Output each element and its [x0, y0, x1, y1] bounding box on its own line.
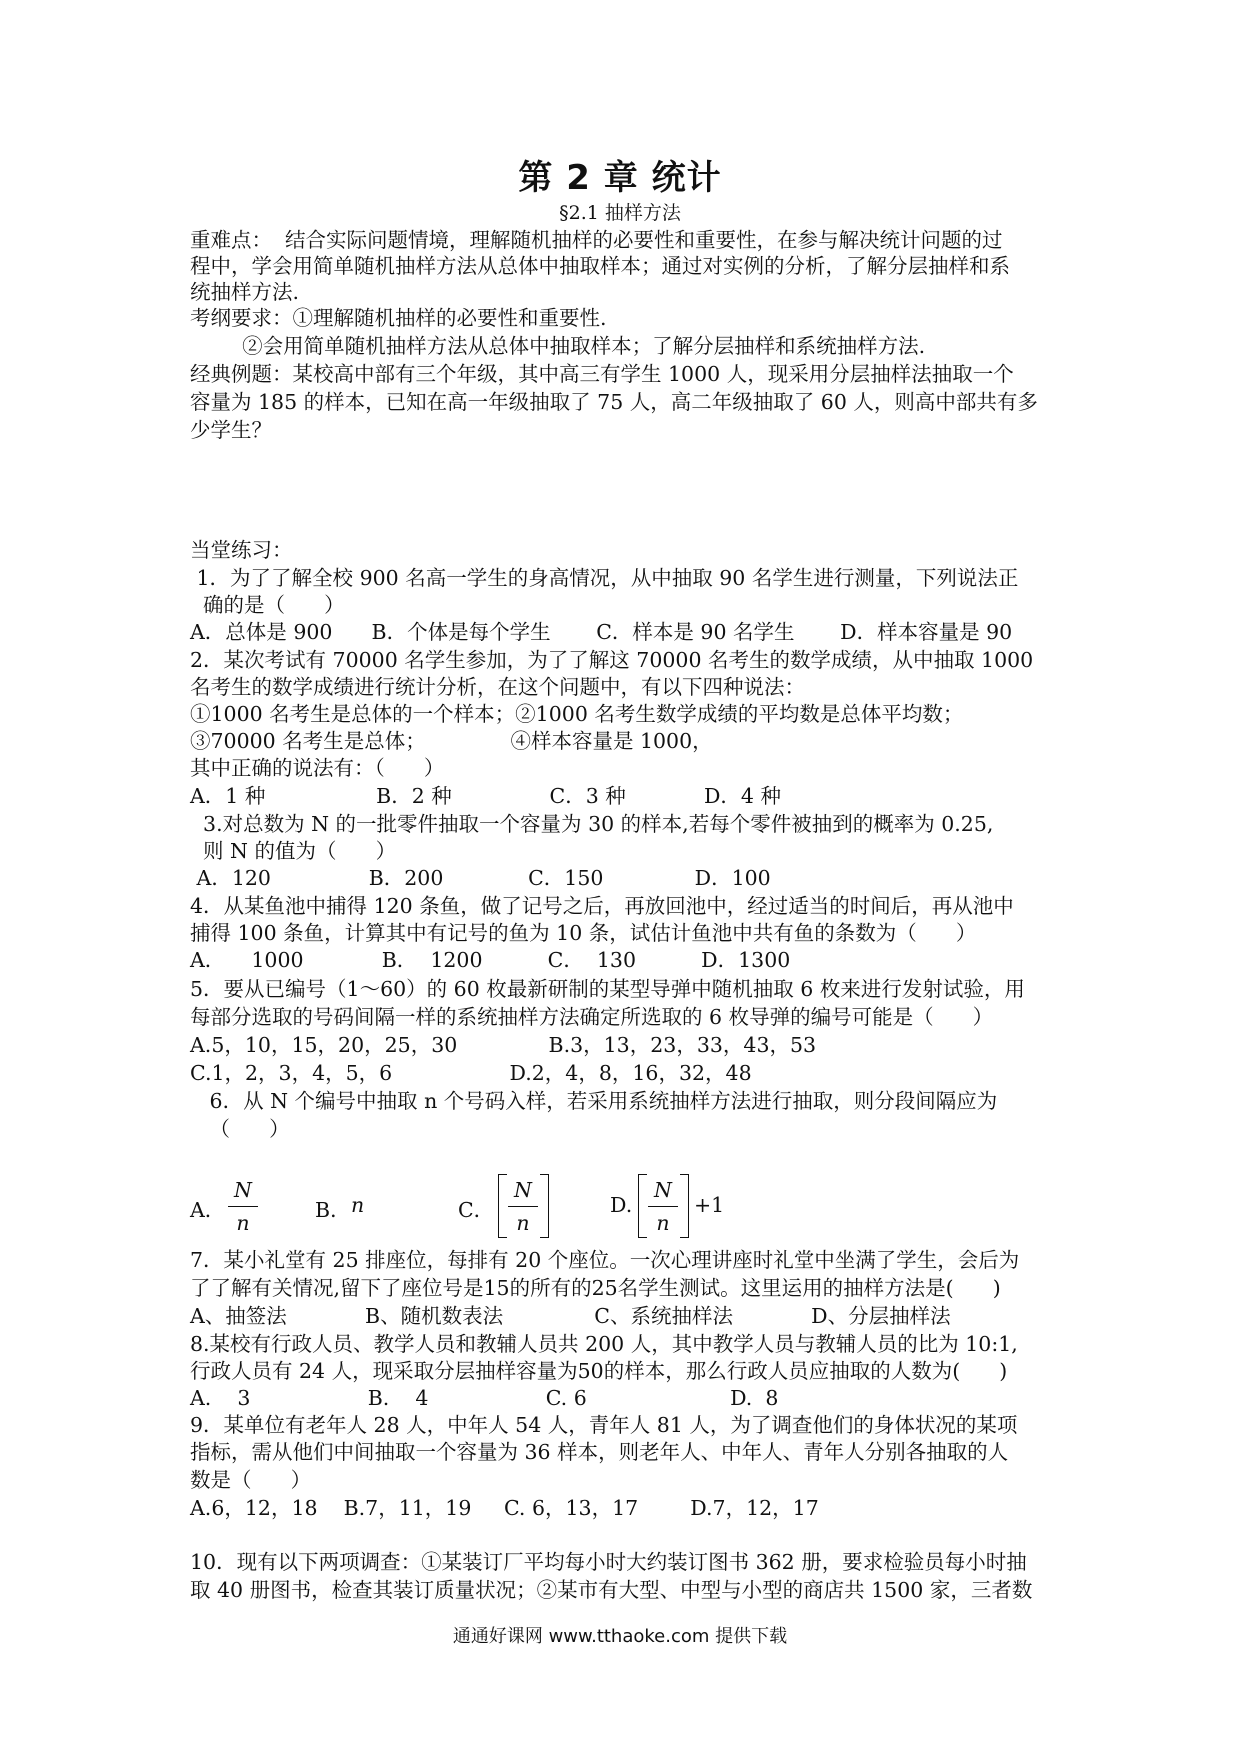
text-line: 捕得 100 条鱼，计算其中有记号的鱼为 10 条，试估计鱼池中共有鱼的条数为（ ）	[190, 921, 977, 945]
text-line: 每部分选取的号码间隔一样的系统抽样方法确定所选取的 6 枚导弹的编号可能是（ ）	[190, 1005, 994, 1029]
question-5: 5．要从已编号（1～60）的 60 枚最新研制的某型导弹中随机抽取 6 枚来进行发射试验，用	[190, 977, 1025, 1001]
question-3: 3.对总数为 N 的一批零件抽取一个容量为 30 的样本,若每个零件被抽到的概率为 0.25,	[190, 812, 994, 836]
text-line: 程中，学会用简单随机抽样方法从总体中抽取样本；通过对实例的分析，了解分层抽样和系	[190, 254, 1010, 278]
options-line: A．总体是 900 B．个体是每个学生 C．样本是 90 名学生 D．样本容量是 90	[190, 620, 1013, 644]
question-10: 10．现有以下两项调查：①某装订厂平均每小时大约装订图书 362 册，要求检验员每小时抽	[190, 1550, 1027, 1574]
options-line: A.6，12，18 B.7，11，19 C. 6，13，17 D.7，12，17	[190, 1496, 819, 1520]
text-line: 行政人员有 24 人，现采取分层抽样容量为50的样本，那么行政人员应抽取的人数为( )	[190, 1359, 1008, 1383]
options-line: A.5，10，15，20，25，30 B.3，13，23，33，43，53	[190, 1033, 817, 1057]
bracket-left	[498, 1174, 507, 1238]
bracket-right	[540, 1174, 549, 1238]
question-7: 7．某小礼堂有 25 排座位，每排有 20 个座位。一次心理讲座时礼堂中坐满了学生，会后为	[190, 1248, 1020, 1272]
options-line: A．120 B．200 C．150 D．100	[190, 866, 771, 890]
text-line: 当堂练习：	[190, 538, 293, 562]
question-9: 9．某单位有老年人 28 人，中年人 54 人，青年人 81 人，为了调查他们的身体状况的某项	[190, 1413, 1018, 1437]
text-line: 数是（ ）	[190, 1468, 312, 1492]
text-line: （ ）	[190, 1117, 290, 1141]
text-line: 容量为 185 的样本，已知在高一年级抽取了 75 人，高二年级抽取了 60 人，则高中部共有多	[190, 390, 1038, 414]
text-line: 指标，需从他们中间抽取一个容量为 36 样本，则老年人、中年人、青年人分别各抽取的人	[190, 1440, 1009, 1464]
options-line: A．1 种 B．2 种 C．3 种 D．4 种	[190, 784, 781, 808]
text-line: 其中正确的说法有：（ ）	[190, 756, 445, 780]
bracket-left	[638, 1174, 647, 1238]
text-line: ②会用简单随机抽样方法从总体中抽取样本；了解分层抽样和系统抽样方法.	[190, 334, 926, 358]
text-line: 则 N 的值为（ ）	[190, 839, 397, 863]
fraction-n-over-n: N n	[508, 1176, 538, 1237]
text-line: 取 40 册图书，检查其装订质量状况；②某市有大型、中型与小型的商店共 1500 家，三者数	[190, 1578, 1033, 1602]
options-line: A． 1000 B． 1200 C． 130 D．1300	[190, 948, 791, 972]
text-line: 统抽样方法.	[190, 280, 300, 304]
question-8: 8.某校有行政人员、教学人员和教辅人员共 200 人，其中教学人员与教辅人员的比为 10:1,	[190, 1332, 1018, 1356]
text-line: 考纲要求：①理解随机抽样的必要性和重要性.	[190, 306, 607, 330]
document-page: 第 2 章 统计 §2.1 抽样方法 重难点： 结合实际问题情境，理解随机抽样的必要性和重要性，在参与解决统计问题的过 程中，学会用简单随机抽样方法从总体中抽取样本；通过对实例的分析，了解分层抽样和系 统抽样方法. 考纲要求：①理解随机抽样的必要性和重要性. ②会用简单随机抽样方法从总体中抽取样本；了解分层抽样和系统抽样方法. 经典例题：某校高中部有三个年级，其中高三有学生 1000 人，现采用分层抽样法抽取一个 容量为 185 的样本，已知在高一年级抽取了 75 人，高二年级抽取了 60 人，则高中部共有多 少学生？ 当堂练习： 1．为了了解全校 900 名高一学生的身高情况，从中抽取 90 名学生进行测量，下列说法正 确的是（ ） A．总体是 900 B．个体是每个学生 C．样本是 90 名学生 D．样本容量是 90 2．某次考试有 70000 名学生参加，为了了解这 70000 名考生的数学成绩，从中抽取 1000 名考生的数学成绩进行统计分析，在这个问题中，有以下四种说法： ①1000 名考生是总体的一个样本；②1000 名考生数学成绩的平均数是总体平均数； ③70000 名考生是总体； ④样本容量是 1000， 其中正确的说法有：（ ） A．1 种 B．2 种 C．3 种 D．4 种 3.对总数为 N 的一批零件抽取一个容量为 30 的样本,若每个零件被抽到的概率为 0.25, 则 N 的值为（ ） A．120 B．200 C．150 D．100 4．从某鱼池中捕得 120 条鱼，做了记号之后，再放回池中，经过适当的时间后，再从池中 捕得 100 条鱼，计算其中有记号的鱼为 10 条，试估计鱼池中共有鱼的条数为（ ） A． 1000 B． 1200 C． 130 D．1300 5．要从已编号（1～60）的 60 枚最新研制的某型导弹中随机抽取 6 枚来进行发射试验，用 每部分选取的号码间隔一样的系统抽样方法确定所选取的 6 枚导弹的编号可能是（ ） A.5，10，15，20，25，30 B.3，13，23，33，43，53 C.1，2，3，4，5，6 D.2，4，8，16，32，48 6．从 N 个编号中抽取 n 个号码入样，若采用系统抽样方法进行抽取，则分段间隔应为 （ ） A． N n B． n C． N n D. N n +1 7．某小礼堂有 25 排座位，每排有 20 个座位。一次心理讲座时礼堂中坐满了学生，会后为 了了解有关情况,留下了座位号是15的所有的25名学生测试。这里运用的抽样方法是( ) A、抽签法 B、随机数表法 C、系统抽样法 D、分层抽样法 8.某校有行政人员、教学人员和教辅人员共 200 人，其中教学人员与教辅人员的比为 10:1, 行政人员有 24 人，现采取分层抽样容量为50的样本，那么行政人员应抽取的人数为( ) A. 3 B. 4 C. 6 D. 8 9．某单位有老年人 28 人，中年人 54 人，青年人 81 人，为了调查他们的身体状况的某项 指标，需从他们中间抽取一个容量为 36 样本，则老年人、中年人、青年人分别各抽取的人 数是（ ） A.6，12，18 B.7，11，19 C. 6，13，17 D.7，12，17 10．现有以下两项调查：①某装订厂平均每小时大约装订图书 362 册，要求检验员每小时抽 取 40 册图书，检查其装订质量状况；②某市有大型、中型与小型的商店共 1500 家，三者数 通通好课网 www.tthaoke.com 提供下载	[0, 0, 1240, 1754]
footer-credit: 通通好课网 www.tthaoke.com 提供下载	[452, 1626, 788, 1647]
text-line: 少学生？	[190, 418, 272, 442]
fraction-n-over-n: N n	[228, 1176, 258, 1237]
text-line: ③70000 名考生是总体； ④样本容量是 1000，	[190, 729, 713, 753]
text-line: 经典例题：某校高中部有三个年级，其中高三有学生 1000 人，现采用分层抽样法抽取一个	[190, 362, 1014, 386]
options-line: A. 3 B. 4 C. 6 D. 8	[190, 1386, 779, 1410]
section-subtitle: §2.1 抽样方法	[559, 202, 681, 224]
fraction-n-over-n: N n	[648, 1176, 678, 1237]
text-line: 名考生的数学成绩进行统计分析，在这个问题中，有以下四种说法：	[190, 675, 805, 699]
question-2: 2．某次考试有 70000 名学生参加，为了了解这 70000 名考生的数学成绩，从中抽取 1000	[190, 648, 1034, 672]
options-line: C.1，2，3，4，5，6 D.2，4，8，16，32，48	[190, 1061, 752, 1085]
text-line: 重难点： 结合实际问题情境，理解随机抽样的必要性和重要性，在参与解决统计问题的过	[190, 228, 1003, 252]
options-line: A、抽签法 B、随机数表法 C、系统抽样法 D、分层抽样法	[190, 1304, 951, 1328]
text-line: 确的是（ ）	[190, 593, 345, 617]
text-line: ①1000 名考生是总体的一个样本；②1000 名考生数学成绩的平均数是总体平均数；	[190, 702, 964, 726]
question-4: 4．从某鱼池中捕得 120 条鱼，做了记号之后，再放回池中，经过适当的时间后，再从池中	[190, 894, 1014, 918]
question-1: 1．为了了解全校 900 名高一学生的身高情况，从中抽取 90 名学生进行测量，下列说法正	[190, 566, 1019, 590]
text-line: 了了解有关情况,留下了座位号是15的所有的25名学生测试。这里运用的抽样方法是( )	[190, 1276, 1001, 1300]
question-6: 6．从 N 个编号中抽取 n 个号码入样，若采用系统抽样方法进行抽取，则分段间隔应为	[190, 1089, 998, 1113]
chapter-title: 第 2 章 统计	[518, 158, 722, 198]
bracket-right	[680, 1174, 689, 1238]
